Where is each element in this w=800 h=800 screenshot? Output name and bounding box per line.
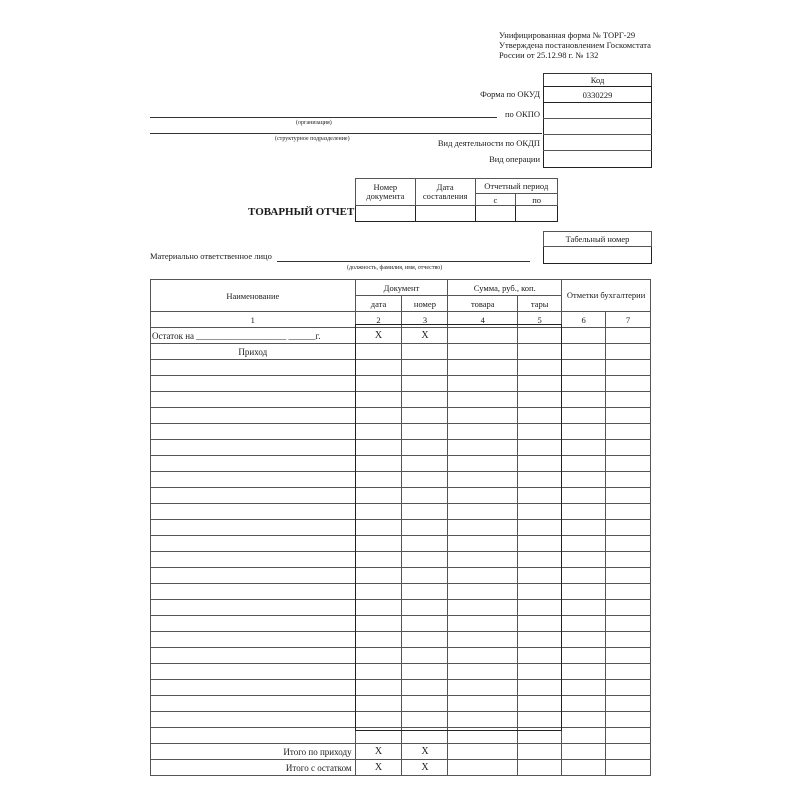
blank-cell bbox=[518, 552, 562, 568]
blank-cell bbox=[562, 392, 606, 408]
blank-cell bbox=[402, 664, 448, 680]
blank-cell bbox=[151, 616, 356, 632]
blank-cell bbox=[606, 472, 651, 488]
blank-cell bbox=[562, 680, 606, 696]
blank-row bbox=[151, 696, 651, 712]
operation-value bbox=[544, 151, 652, 168]
blank-cell bbox=[518, 536, 562, 552]
blank-cell bbox=[355, 440, 402, 456]
blank-cell bbox=[402, 392, 448, 408]
blank-cell bbox=[448, 664, 518, 680]
blank-cell bbox=[151, 568, 356, 584]
blank-cell bbox=[448, 488, 518, 504]
blank-row bbox=[151, 584, 651, 600]
name-header: Наименование bbox=[151, 280, 356, 312]
blank-cell bbox=[448, 376, 518, 392]
blank-cell bbox=[448, 600, 518, 616]
blank-cell bbox=[562, 376, 606, 392]
blank-cell bbox=[402, 520, 448, 536]
blank-cell bbox=[355, 568, 402, 584]
blank-cell bbox=[562, 360, 606, 376]
blank-cell bbox=[355, 504, 402, 520]
blank-cell bbox=[448, 632, 518, 648]
responsible-label: Материально ответственное лицо bbox=[150, 251, 272, 261]
okdp-value bbox=[544, 135, 652, 151]
income-label: Приход bbox=[151, 344, 356, 360]
document-info-table bbox=[355, 178, 558, 222]
blank-cell bbox=[606, 680, 651, 696]
blank-cell bbox=[518, 696, 562, 712]
blank-cell bbox=[448, 392, 518, 408]
goods-table bbox=[150, 279, 651, 776]
blank-cell bbox=[402, 600, 448, 616]
period-from-header: с bbox=[475, 194, 516, 206]
operation-label: Вид операции bbox=[489, 154, 540, 164]
blank-cell bbox=[151, 376, 356, 392]
form-header bbox=[499, 31, 651, 60]
total-balance-row bbox=[151, 760, 651, 776]
blank-cell bbox=[606, 552, 651, 568]
col-number-6: 6 bbox=[562, 312, 606, 328]
blank-row bbox=[151, 664, 651, 680]
blank-cell bbox=[518, 472, 562, 488]
date-header: дата bbox=[355, 296, 402, 312]
period-to-cell bbox=[516, 206, 558, 222]
okdp-label: Вид деятельности по ОКДП bbox=[437, 138, 540, 148]
blank-cell bbox=[151, 360, 356, 376]
blank-cell bbox=[518, 488, 562, 504]
blank-cell bbox=[355, 632, 402, 648]
blank-row bbox=[151, 616, 651, 632]
blank-cell bbox=[151, 456, 356, 472]
blank-cell bbox=[151, 680, 356, 696]
document-header: Документ bbox=[355, 280, 448, 296]
blank-cell bbox=[562, 712, 606, 728]
form-header-line3: России от 25.12.98 г. № 132 bbox=[499, 49, 599, 60]
blank-cell bbox=[355, 696, 402, 712]
blank-cell bbox=[151, 632, 356, 648]
blank-cell bbox=[606, 632, 651, 648]
blank-cell bbox=[606, 520, 651, 536]
blank-cell bbox=[518, 456, 562, 472]
total-income-label: Итого по приходу bbox=[151, 744, 356, 760]
blank-cell bbox=[402, 584, 448, 600]
blank-cell bbox=[355, 600, 402, 616]
col-number-4: 4 bbox=[448, 312, 518, 328]
blank-cell bbox=[518, 712, 562, 728]
blank-cell bbox=[606, 600, 651, 616]
blank-cell bbox=[402, 712, 448, 728]
blank-cell bbox=[606, 456, 651, 472]
col-number-1: 1 bbox=[151, 312, 356, 328]
total-balance-date-x: Х bbox=[355, 760, 402, 776]
col-number-7: 7 bbox=[606, 312, 651, 328]
blank-cell bbox=[402, 696, 448, 712]
blank-cell bbox=[402, 632, 448, 648]
codes-table bbox=[543, 86, 652, 168]
blank-cell bbox=[562, 616, 606, 632]
blank-cell bbox=[448, 456, 518, 472]
blank-cell bbox=[402, 504, 448, 520]
organization-line bbox=[150, 117, 497, 118]
blank-cell bbox=[448, 424, 518, 440]
blank-cell bbox=[448, 520, 518, 536]
blank-cell bbox=[606, 584, 651, 600]
blank-cell bbox=[448, 584, 518, 600]
blank-cell bbox=[562, 664, 606, 680]
blank-cell bbox=[518, 616, 562, 632]
blank-row bbox=[151, 488, 651, 504]
blank-cell bbox=[518, 648, 562, 664]
blank-cell bbox=[355, 616, 402, 632]
codes-title: Код bbox=[543, 73, 652, 87]
blank-cell bbox=[606, 504, 651, 520]
responsible-line bbox=[277, 261, 530, 262]
blank-row bbox=[151, 520, 651, 536]
blank-row bbox=[151, 424, 651, 440]
income-row bbox=[151, 344, 651, 360]
blank-cell bbox=[606, 664, 651, 680]
blank-cell bbox=[151, 392, 356, 408]
responsible-caption: (должность, фамилия, имя, отчество) bbox=[347, 265, 443, 271]
blank-cell bbox=[151, 472, 356, 488]
blank-cell bbox=[355, 648, 402, 664]
blank-cell bbox=[606, 616, 651, 632]
blank-cell bbox=[518, 424, 562, 440]
blank-cell bbox=[562, 632, 606, 648]
blank-cell bbox=[562, 648, 606, 664]
division-caption: (структурное подразделение) bbox=[275, 136, 350, 142]
blank-cell bbox=[402, 616, 448, 632]
blank-cell bbox=[355, 520, 402, 536]
blank-cell bbox=[151, 536, 356, 552]
blank-cell bbox=[562, 472, 606, 488]
blank-cell bbox=[448, 680, 518, 696]
blank-cell bbox=[518, 520, 562, 536]
blank-cell bbox=[518, 584, 562, 600]
blank-cell bbox=[518, 440, 562, 456]
blank-cell bbox=[355, 584, 402, 600]
blank-cell bbox=[151, 520, 356, 536]
blank-row bbox=[151, 712, 651, 728]
blank-cell bbox=[448, 552, 518, 568]
blank-cell bbox=[402, 408, 448, 424]
blank-cell bbox=[606, 696, 651, 712]
blank-cell bbox=[151, 504, 356, 520]
blank-cell bbox=[448, 648, 518, 664]
container-header: тары bbox=[518, 296, 562, 312]
form-header-line1: Унифицированная форма № ТОРГ-29 bbox=[499, 30, 636, 40]
blank-cell bbox=[606, 440, 651, 456]
division-line bbox=[150, 133, 542, 134]
blank-cell bbox=[151, 424, 356, 440]
blank-cell bbox=[151, 712, 356, 728]
doc-number-header: Номер документа bbox=[356, 179, 416, 206]
blank-cell bbox=[448, 728, 518, 744]
blank-row bbox=[151, 600, 651, 616]
blank-cell bbox=[606, 408, 651, 424]
blank-cell bbox=[518, 504, 562, 520]
blank-row bbox=[151, 504, 651, 520]
organization-caption: (организация) bbox=[296, 120, 332, 126]
blank-cell bbox=[355, 552, 402, 568]
goods-header: товара bbox=[448, 296, 518, 312]
blank-cell bbox=[151, 728, 356, 744]
blank-cell bbox=[355, 456, 402, 472]
blank-rows bbox=[151, 360, 651, 744]
blank-cell bbox=[402, 488, 448, 504]
period-from-cell bbox=[475, 206, 516, 222]
period-to-header: по bbox=[516, 194, 558, 206]
blank-row bbox=[151, 728, 651, 744]
blank-cell bbox=[151, 648, 356, 664]
blank-cell bbox=[606, 392, 651, 408]
blank-cell bbox=[606, 488, 651, 504]
blank-cell bbox=[518, 680, 562, 696]
blank-row bbox=[151, 536, 651, 552]
blank-cell bbox=[448, 360, 518, 376]
blank-cell bbox=[518, 728, 562, 744]
blank-cell bbox=[151, 488, 356, 504]
total-income-date-x: Х bbox=[355, 744, 402, 760]
col-number-2: 2 bbox=[355, 312, 402, 328]
tabel-value bbox=[544, 247, 652, 264]
blank-cell bbox=[402, 456, 448, 472]
blank-cell bbox=[151, 664, 356, 680]
blank-row bbox=[151, 632, 651, 648]
col-number-5: 5 bbox=[518, 312, 562, 328]
blank-cell bbox=[562, 696, 606, 712]
okud-value: 0330229 bbox=[544, 87, 652, 103]
balance-label: Остаток на ____________________ ______г. bbox=[151, 328, 356, 344]
blank-cell bbox=[355, 536, 402, 552]
marks-header: Отметки бухгалтерии bbox=[562, 280, 651, 312]
blank-row bbox=[151, 408, 651, 424]
blank-cell bbox=[355, 424, 402, 440]
blank-cell bbox=[606, 728, 651, 744]
balance-row bbox=[151, 328, 651, 344]
form-header-line2: Утверждена постановлением Госкомстата bbox=[499, 39, 651, 50]
blank-cell bbox=[448, 504, 518, 520]
blank-cell bbox=[355, 376, 402, 392]
blank-cell bbox=[402, 552, 448, 568]
balance-date-x: Х bbox=[355, 328, 402, 344]
blank-cell bbox=[562, 408, 606, 424]
blank-cell bbox=[448, 696, 518, 712]
blank-cell bbox=[402, 728, 448, 744]
blank-cell bbox=[402, 440, 448, 456]
blank-row bbox=[151, 456, 651, 472]
blank-row bbox=[151, 552, 651, 568]
blank-row bbox=[151, 392, 651, 408]
blank-cell bbox=[562, 568, 606, 584]
blank-cell bbox=[448, 568, 518, 584]
total-balance-label: Итого с остатком bbox=[151, 760, 356, 776]
blank-cell bbox=[402, 360, 448, 376]
number-header: номер bbox=[402, 296, 448, 312]
doc-number-cell bbox=[356, 206, 416, 222]
blank-cell bbox=[518, 600, 562, 616]
blank-cell bbox=[355, 392, 402, 408]
blank-cell bbox=[562, 504, 606, 520]
blank-cell bbox=[151, 440, 356, 456]
blank-cell bbox=[606, 568, 651, 584]
blank-cell bbox=[355, 712, 402, 728]
blank-row bbox=[151, 680, 651, 696]
blank-cell bbox=[606, 424, 651, 440]
blank-cell bbox=[606, 376, 651, 392]
blank-cell bbox=[562, 520, 606, 536]
col-number-3: 3 bbox=[402, 312, 448, 328]
blank-cell bbox=[448, 472, 518, 488]
blank-cell bbox=[355, 664, 402, 680]
okpo-value bbox=[544, 103, 652, 119]
blank-code-value bbox=[544, 119, 652, 135]
blank-cell bbox=[402, 680, 448, 696]
blank-cell bbox=[355, 728, 402, 744]
blank-cell bbox=[518, 568, 562, 584]
blank-cell bbox=[562, 440, 606, 456]
blank-cell bbox=[448, 408, 518, 424]
blank-row bbox=[151, 568, 651, 584]
blank-cell bbox=[355, 472, 402, 488]
blank-row bbox=[151, 648, 651, 664]
report-title: ТОВАРНЫЙ ОТЧЕТ bbox=[248, 206, 355, 218]
blank-cell bbox=[448, 712, 518, 728]
blank-cell bbox=[606, 536, 651, 552]
blank-cell bbox=[562, 552, 606, 568]
blank-cell bbox=[562, 728, 606, 744]
tabel-label: Табельный номер bbox=[544, 232, 652, 247]
blank-cell bbox=[402, 376, 448, 392]
blank-cell bbox=[562, 488, 606, 504]
blank-cell bbox=[402, 424, 448, 440]
blank-cell bbox=[355, 408, 402, 424]
blank-cell bbox=[606, 648, 651, 664]
doc-date-cell bbox=[415, 206, 475, 222]
blank-cell bbox=[151, 584, 356, 600]
blank-cell bbox=[518, 392, 562, 408]
blank-cell bbox=[151, 696, 356, 712]
total-income-number-x: Х bbox=[402, 744, 448, 760]
blank-cell bbox=[606, 712, 651, 728]
tabel-table bbox=[543, 231, 652, 264]
blank-cell bbox=[518, 376, 562, 392]
blank-cell bbox=[562, 536, 606, 552]
blank-cell bbox=[518, 664, 562, 680]
total-income-row bbox=[151, 744, 651, 760]
sum-header: Сумма, руб., коп. bbox=[448, 280, 562, 296]
blank-cell bbox=[448, 440, 518, 456]
blank-cell bbox=[518, 360, 562, 376]
blank-cell bbox=[518, 408, 562, 424]
okpo-label: по ОКПО bbox=[504, 109, 540, 119]
blank-cell bbox=[448, 536, 518, 552]
blank-cell bbox=[402, 536, 448, 552]
blank-row bbox=[151, 472, 651, 488]
blank-row bbox=[151, 360, 651, 376]
blank-cell bbox=[402, 472, 448, 488]
blank-cell bbox=[606, 360, 651, 376]
blank-row bbox=[151, 376, 651, 392]
blank-cell bbox=[151, 600, 356, 616]
total-balance-number-x: Х bbox=[402, 760, 448, 776]
blank-cell bbox=[151, 552, 356, 568]
okud-label: Форма по ОКУД bbox=[480, 89, 540, 99]
blank-cell bbox=[151, 408, 356, 424]
blank-cell bbox=[355, 360, 402, 376]
blank-cell bbox=[355, 680, 402, 696]
blank-cell bbox=[355, 488, 402, 504]
blank-cell bbox=[562, 424, 606, 440]
blank-cell bbox=[402, 568, 448, 584]
period-header: Отчетный период bbox=[475, 179, 557, 194]
blank-row bbox=[151, 440, 651, 456]
blank-cell bbox=[562, 456, 606, 472]
blank-cell bbox=[448, 616, 518, 632]
balance-number-x: Х bbox=[402, 328, 448, 344]
blank-cell bbox=[518, 632, 562, 648]
blank-cell bbox=[402, 648, 448, 664]
blank-cell bbox=[562, 600, 606, 616]
doc-date-header: Дата составления bbox=[415, 179, 475, 206]
blank-cell bbox=[562, 584, 606, 600]
